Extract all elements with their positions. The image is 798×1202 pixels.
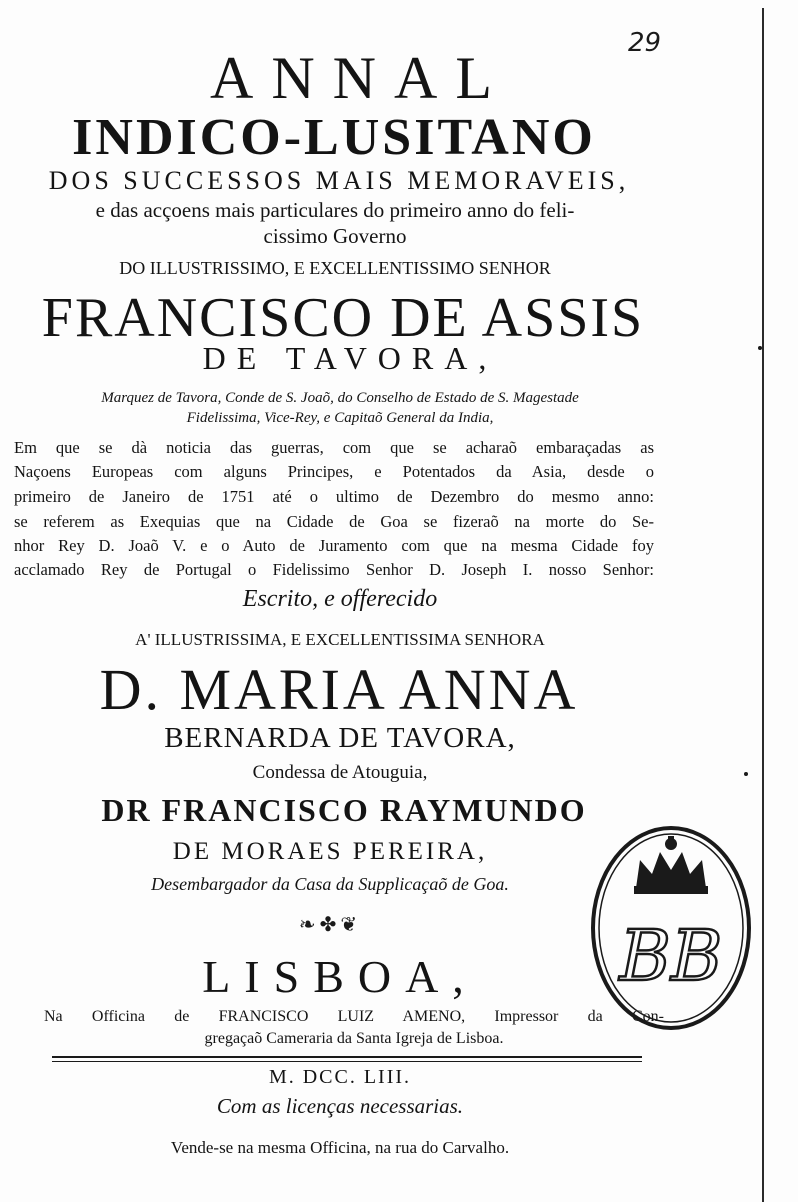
imprint-licence: Com as licenças necessarias. <box>216 1094 464 1118</box>
ink-speck <box>758 346 762 350</box>
description-line: Naçoens Europeas com alguns Principes, e Potentados da Asia, desde o <box>14 462 654 481</box>
title-line-1: ANNAL <box>210 45 510 111</box>
printers-ornament: ❧✤❦ <box>298 914 362 936</box>
author-name-line-2: DE MORAES PEREIRA, <box>172 838 488 865</box>
dedication-title: Condessa de Atouguia, <box>252 762 428 783</box>
dedicatee-name-line-1: FRANCISCO DE ASSIS <box>41 287 645 349</box>
description-line: primeiro de Janeiro de 1751 até o ultimo de Dezembro do mesmo anno: <box>14 487 654 506</box>
title-line-2: INDICO-LUSITANO <box>72 109 596 166</box>
dedication-name-line-1: D. MARIA ANNA <box>99 657 579 722</box>
author-name-line-1: DR FRANCISCO RAYMUNDO <box>101 792 587 828</box>
crown-icon <box>634 836 708 894</box>
dedication-honorific: A' ILLUSTRISSIMA, E EXCELLENTISSIMA SENHORA <box>135 630 545 649</box>
page-edge <box>762 8 764 1202</box>
imprint-sale: Vende-se na mesma Officina, na rua do Carvalho. <box>170 1138 510 1157</box>
subtitle-line-3: cissimo Governo <box>263 224 407 248</box>
imprint-city: LISBOA, <box>202 951 478 1002</box>
dedicatee-titles-line-2: Fidelissima, Vice-Rey, e Capitaõ General da India, <box>186 410 494 426</box>
description-line: nhor Rey D. Joaõ V. e o Auto de Juramento com que na mesma Cidade foy <box>14 536 654 555</box>
description-line: acclamado Rey de Portugal o Fidelissimo Senhor D. Joseph I. nosso Senhor: <box>14 560 654 579</box>
handwritten-folio-number: 29 <box>628 28 662 58</box>
imprint-year: M. DCC. LIII. <box>268 1066 412 1088</box>
subtitle-line-1: DOS SUCCESSOS MAIS MEMORAVEIS, <box>48 166 630 195</box>
library-stamp <box>588 822 754 1034</box>
dedication-name-line-2: BERNARDA DE TAVORA, <box>164 722 516 754</box>
dedicatee-titles-line-1: Marquez de Tavora, Conde de S. Joaõ, do Conselho de Estado de S. Magestade <box>101 390 579 406</box>
dedicatee-name-line-2: DE TAVORA, <box>202 340 498 376</box>
imprint-printer-line-1: Na Officina de FRANCISCO LUIZ AMENO, Impressor da Con- <box>44 1008 664 1025</box>
dedicatee-honorific: DO ILLUSTRISSIMO, E EXCELLENTISSIMO SENHOR <box>119 258 551 278</box>
written-offered: Escrito, e offerecido <box>242 586 438 612</box>
description-line: Em que se dà noticia das guerras, com que se acharaõ embaraçadas as <box>14 438 654 457</box>
ink-speck <box>744 772 748 776</box>
imprint-rule <box>52 1056 642 1062</box>
subtitle-line-2: e das acçoens mais particulares do primeiro anno do feli- <box>95 198 575 222</box>
description-line: se referem as Exequias que na Cidade de Goa se fizeraõ na morte do Se- <box>14 512 654 531</box>
imprint-printer-line-2: gregaçaõ Cameraria da Santa Igreja de Lisboa. <box>204 1030 504 1047</box>
stamp-monogram: BB <box>619 915 723 997</box>
author-title: Desembargador da Casa da Supplicaçaõ de Goa. <box>151 874 509 894</box>
